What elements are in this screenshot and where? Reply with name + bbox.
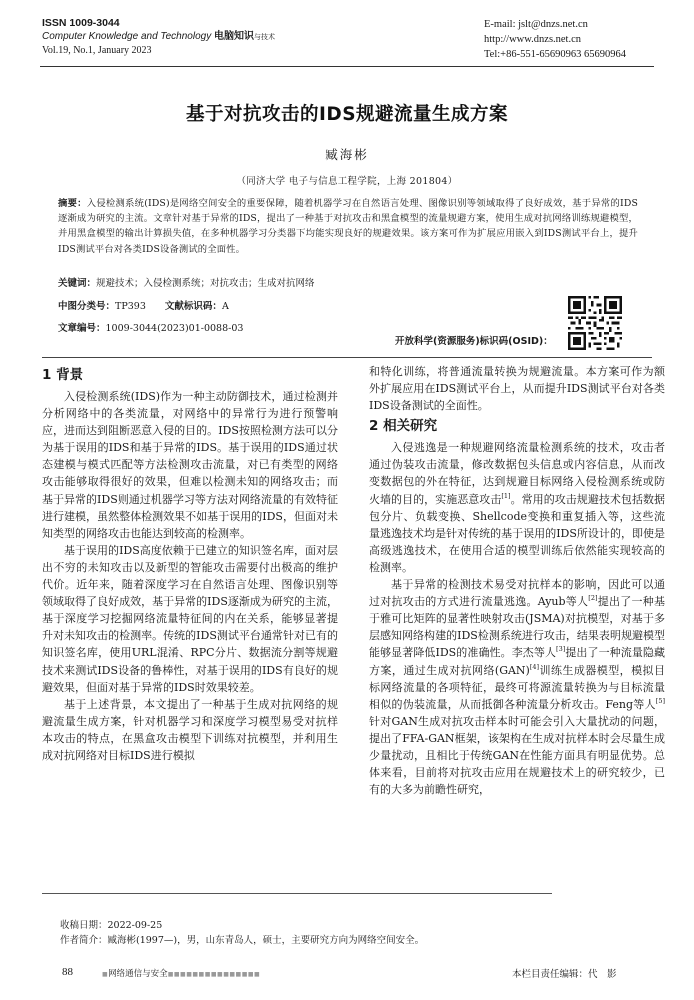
page-number: 88 bbox=[62, 966, 73, 978]
abstract bbox=[58, 196, 638, 257]
clc-label: 中图分类号： bbox=[58, 301, 116, 312]
left-paragraph-1: 入侵检测系统(IDS)作为一种主动防御技术，通过检测并分析网络中的各类流量，对网络中的异常行为进行预警响应，进而达到阻断恶意入侵的目的。IDS按照检测方法可以分为基于误用的IDS和基于异常的IDS。基于误用的IDS通过状态建模与模式匹配等方法检测攻击流量，对已有类型的网络攻击能够取得很好的效果，但难以检测未知的网络攻击；而基于异常的IDS则通过机器学习等方法对网络流量的有效特征进行建模，虽然整体检测效果不如基于误用的IDS，但面对未知类型的网络攻击也能达到较高的检测率。 bbox=[42, 390, 338, 540]
citation-2[interactable]: [2] bbox=[588, 594, 598, 603]
left-paragraph-2: 基于误用的IDS高度依赖于已建立的知识签名库，面对层出不穷的未知攻击以及新型的智能攻击需要付出极高的维护代价。近年来，随着深度学习在自然语言处理、图像识别等领域取得了良好成效，基于异常的IDS逐渐成为研究的主流，基于深度学习挖掘网络流量特征间的内在关系，能够显著提升对未知攻击的检测率。传统的IDS测试平台通常针对已有的知识签名库，使用URL混淆、RPC分片、数据流分割等规避技术来测试IDS设备的鲁棒性，对基于误用的IDS有良好的规避效果，但面对基于异常的IDS时效果较差。 bbox=[42, 543, 338, 694]
right-paragraph-3b: 提出了一种基于雅可比矩阵的显著性映射攻击(JSMA)对抗模型，对基于多层感知网络构建的IDS检测系统进行攻击，结果表明规避模型能够显著降低IDS的准确性。李杰等人 bbox=[369, 595, 665, 660]
citation-5[interactable]: [5] bbox=[655, 696, 665, 705]
right-paragraph-continued: 和特化训练，将普通流量转换为规避流量。本方案可作为额外扩展应用在IDS测试平台上，从而提升IDS测试平台对各类IDS设备测试的全面性。 bbox=[369, 365, 665, 413]
column-editor: 本栏目责任编辑：代 影 bbox=[512, 969, 617, 980]
right-column bbox=[369, 363, 665, 798]
abstract-label: 摘要： bbox=[58, 198, 87, 209]
volume-info: Vol.19, No.1, January 2023 bbox=[42, 45, 152, 56]
column-name bbox=[102, 967, 260, 979]
osid-divider bbox=[42, 357, 652, 358]
citation-3[interactable]: [3] bbox=[556, 645, 566, 654]
journal-header-right bbox=[484, 17, 684, 62]
journal-name-cn: 电脑知识 bbox=[213, 31, 254, 42]
doc-code-label: 文献标识码： bbox=[164, 301, 222, 312]
left-column bbox=[42, 363, 338, 764]
received-date: 收稿日期：2022-09-25 bbox=[60, 920, 163, 931]
column-deco-right-icon: ■■■■■■■■■■■■■■■ bbox=[167, 971, 261, 978]
journal-header-left bbox=[42, 16, 372, 58]
column-deco-left-icon: ■ bbox=[102, 971, 109, 978]
right-paragraph-3d: 训练生成器模型，模拟目标网络流量的各项特征，最终可将源流量转换为与目标流量相似的伪装流量，从而抵御各种流量分析攻击。Feng等人 bbox=[369, 663, 665, 711]
section-heading-background: 1 背景 bbox=[42, 367, 84, 383]
journal-name-cn-small: 与技术 bbox=[253, 33, 275, 41]
citation-4[interactable]: [4] bbox=[529, 662, 540, 671]
keywords bbox=[58, 277, 315, 291]
article-id-label: 文章编号： bbox=[58, 323, 106, 334]
right-paragraph-3c: 提出了一种流量隐藏方案，通过生成对抗网络(GAN) bbox=[369, 646, 665, 677]
contact-website: http://www.dnzs.net.cn bbox=[484, 34, 582, 45]
journal-name-en: Computer Knowledge and Technology bbox=[42, 31, 212, 42]
clc-value: TP393 bbox=[115, 301, 146, 312]
right-paragraph-3e: 针对GAN生成对抗攻击样本时可能会引入大量扰动的问题，提出了FFA-GAN框架，该架构在生成对抗样本时会尽量生成少量扰动，且相比于传统GAN在性能方面具有明显优势。总体来看，目前将对抗攻击应用在规避技术上的研究较少，已有的大多为前瞻性研究， bbox=[369, 714, 665, 797]
issn: ISSN 1009-3044 bbox=[42, 17, 120, 29]
header-divider bbox=[40, 66, 654, 67]
section-heading-related-work: 2 相关研究 bbox=[369, 418, 438, 435]
contact-tel: Tel:+86-551-65690963 65690964 bbox=[484, 49, 626, 60]
keywords-label: 关键词： bbox=[58, 278, 97, 289]
author-affiliation: （同济大学 电子与信息工程学院，上海 201804） bbox=[236, 176, 458, 187]
right-paragraph-2b: 。常用的攻击规避技术包括数据包分片、负载变换、Shellcode变换和重复插入等，这些流量逃逸技术均是针对传统的基于误用的IDS所设计的，即使是高级逃逸技术，在使用合适的模型训练后依然能实现较高的检测率。 bbox=[369, 492, 666, 574]
author-bio: 作者简介：臧海彬(1997—)，男，山东青岛人，硕士，主要研究方向为网络空间安全。 bbox=[60, 935, 425, 946]
contact-email: E-mail: jslt@dnzs.net.cn bbox=[484, 19, 588, 30]
article-id-value: 1009-3044(2023)01-0088-03 bbox=[105, 323, 244, 334]
right-paragraph-3 bbox=[369, 576, 665, 798]
keywords-text: 规避技术；入侵检测系统；对抗攻击；生成对抗网络 bbox=[96, 278, 315, 289]
footnote-divider bbox=[42, 893, 552, 894]
right-paragraph-2 bbox=[369, 439, 665, 576]
right-paragraph-2a: 入侵逃逸是一种规避网络流量检测系统的技术，攻击者通过伪装攻击流量，修改数据包头信息或内容信息，从而改变数据包的外在特征，达到规避目标网络入侵检测系统或防火墙的目的，实施恶意攻击 bbox=[369, 441, 665, 506]
doc-code-value: A bbox=[221, 301, 229, 312]
paper-title: 基于对抗攻击的IDS规避流量生成方案 bbox=[185, 104, 509, 125]
osid-label: 开放科学(资源服务)标识码(OSID)： bbox=[395, 336, 553, 347]
article-id bbox=[58, 322, 243, 336]
right-paragraph-3a: 基于异常的检测技术易受对抗样本的影响，因此可以通过对抗攻击的方式进行流量逃逸。Ayub等人 bbox=[369, 578, 665, 609]
column-name-text: 网络通信与安全 bbox=[108, 969, 168, 979]
journal-name bbox=[42, 30, 372, 44]
qr-code-icon[interactable] bbox=[568, 296, 622, 350]
paper-author: 臧海彬 bbox=[325, 147, 369, 162]
classification bbox=[58, 300, 229, 314]
left-paragraph-3: 基于上述背景，本文提出了一种基于生成对抗网络的规避流量生成方案，针对机器学习和深度学习模型易受对抗样本攻击的特点，在黑盒攻击模型下训练对抗模型，并利用生成对抗网络对目标IDS进行模拟 bbox=[42, 697, 338, 762]
abstract-text: 入侵检测系统(IDS)是网络空间安全的重要保障，随着机器学习在自然语言处理、图像识别等领域取得了良好成效，基于异常的IDS逐渐成为研究的主流。文章针对基于异常的IDS，提出了一种基于对抗攻击和黑盒模型的流量规避方案，使用生成对抗网络训练规避模型，并用黑盒模型的输出计算损失值，在多种机器学习分类器下均能实现良好的规避效果。该方案可作为扩展应用嵌入到IDS测试平台上，提升IDS测试平台对各类IDS设备测试的全面性。 bbox=[58, 198, 638, 255]
citation-1[interactable]: [1] bbox=[501, 491, 511, 500]
